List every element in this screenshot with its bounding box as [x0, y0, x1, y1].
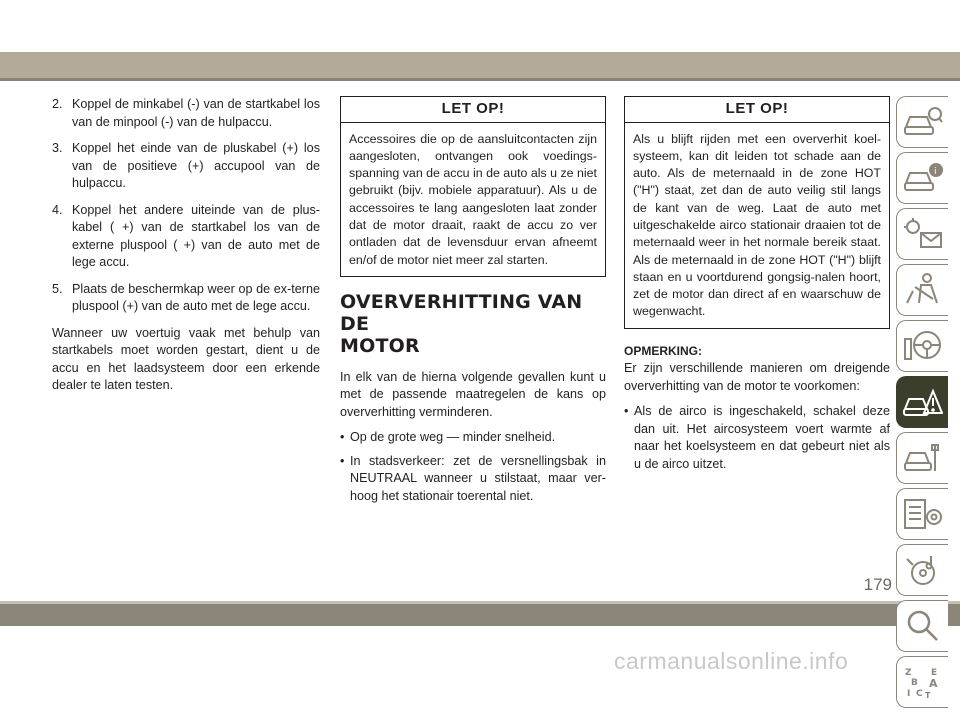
chapter-tab[interactable] [896, 96, 948, 148]
steering-wheel-icon [903, 329, 943, 363]
magnifier-icon [903, 609, 943, 643]
list-item [340, 429, 606, 447]
caution-text: Accessoires die op de aansluitcontacten zijn aangesloten, ontvangen ook voedings-spanning van de accu in de auto als u ze niet gebruikt (bijv. mobiele apparatuur). Als u de accessoires te lang aangesloten laat zonder dat de motor draait, raakt de accu zo ver ontladen dat de levensduur ervan afneemt en/of de motor niet meer zal starten. [349, 131, 597, 267]
svg-text:C: C [916, 689, 923, 699]
step-text: Koppel het andere uiteinde van de plus-kabel ( +) van de startkabel los van de externe pluspool ( +) van de auto met de lege accu. [72, 202, 320, 269]
column-left [52, 96, 320, 403]
step-number: 2. [52, 97, 63, 111]
svg-text:Z: Z [905, 668, 912, 678]
column-right [624, 96, 890, 479]
chapter-tab[interactable] [896, 488, 948, 540]
chapter-tab[interactable] [896, 264, 948, 316]
step-text: Koppel de minkabel (-) van de startkabel los van de minpool (-) van de hulpaccu. [72, 97, 320, 129]
list-item-text: In stadsverkeer: zet de versnellingsbak in NEUTRAAL wanneer u stilstaat, maar ver-hoog het stationair toerental niet. [350, 453, 606, 503]
chapter-tab[interactable] [896, 208, 948, 260]
intro-paragraph: In elk van de hierna volgende gevallen kunt u met de passende maatregelen de kans op oververhitting verminderen. [340, 369, 606, 419]
note-paragraph: Er zijn verschillende manieren om dreigende oververhitting van de motor te voorkomen: [624, 361, 890, 393]
column-middle [340, 96, 606, 511]
caution-text: Als u blijft rijden met een oververhit koel-systeem, kan dit leiden tot schade aan de auto. Als de meternaald in de zone HOT ("H") staat, zet dan de auto veilig stil langs de kant van de weg. Laat de auto met uitgeschakelde airco stationair draaien tot de meternaald weer in het normale bereik staat. Als de meternaald in de zone HOT ("H") blijft staan en u voortdurend gongsig-nalen hoort, zet de motor dan direct af en waarschuw de wegenwacht. [633, 131, 881, 319]
index-letters-icon [903, 665, 943, 699]
chapter-tab[interactable] [896, 320, 948, 372]
list-item-text: Als de airco is ingeschakeld, schakel deze dan uit. Het aircosysteem voert warmte af naar het koelsysteem en dat gebeurt niet als u de airco uitzet. [634, 404, 890, 471]
bullet-dot: • [340, 453, 345, 468]
watermark: carmanualsonline.info [614, 648, 849, 674]
svg-text:T: T [925, 691, 931, 699]
bottom-band [0, 604, 960, 626]
caution-box [624, 96, 890, 329]
chapter-tab[interactable] [896, 152, 948, 204]
multimedia-icon [903, 553, 943, 587]
bullet-dot: • [624, 404, 629, 419]
bullet-dot: • [340, 430, 345, 445]
step-text: Koppel het einde van de pluskabel (+) los van de positieve (+) accupool van de hulpaccu. [72, 141, 320, 190]
list-item [624, 403, 890, 473]
roadside-emergency-icon [903, 385, 943, 419]
step-number: 3. [52, 141, 63, 155]
car-service-icon [903, 441, 943, 475]
chapter-tab[interactable] [896, 432, 948, 484]
seat-safety-icon [903, 273, 943, 307]
section-heading-line2: MOTOR [340, 334, 420, 357]
step-item [52, 140, 320, 193]
page-number: 179 [863, 575, 892, 594]
step-text: Plaats de beschermkap weer op de ex-terne pluspool (+) van de auto met de lege accu. [72, 281, 320, 313]
svg-text:E: E [931, 668, 938, 678]
svg-text:A: A [929, 677, 938, 690]
car-alert-icon [903, 161, 943, 195]
step-number: 5. [52, 281, 63, 296]
step-item [52, 202, 320, 272]
caution-title: LET OP! [341, 97, 605, 123]
chapter-tabs [896, 96, 960, 712]
section-heading-line1: OVERVERHITTING VAN DE [340, 290, 583, 335]
car-info-icon [903, 105, 943, 139]
list-item-text: Op de grote weg — minder snelheid. [350, 430, 556, 445]
list-item [340, 453, 606, 506]
caution-title: LET OP! [625, 97, 889, 123]
chapter-tab[interactable] [896, 600, 948, 652]
caution-box [340, 96, 606, 277]
dashboard-warning-icon [903, 217, 943, 251]
step-item [52, 281, 320, 316]
chapter-tab[interactable] [896, 656, 948, 708]
svg-text:B: B [911, 678, 918, 688]
svg-text:i: i [934, 167, 937, 177]
battery-test-paragraph: Wanneer uw voertuig vaak met behulp van startkabels moet worden gestart, dient u de accu en het laadsysteem door een erkende dealer te laten testen. [52, 325, 320, 392]
checklist-gear-icon [903, 497, 943, 531]
chapter-tab-active[interactable] [896, 376, 948, 428]
note-title: OPMERKING: [624, 343, 702, 358]
step-number: 4. [52, 202, 63, 217]
top-band [0, 52, 960, 78]
step-item [52, 96, 320, 131]
chapter-tab[interactable] [896, 544, 948, 596]
svg-text:I: I [907, 689, 911, 699]
section-heading [340, 291, 606, 357]
